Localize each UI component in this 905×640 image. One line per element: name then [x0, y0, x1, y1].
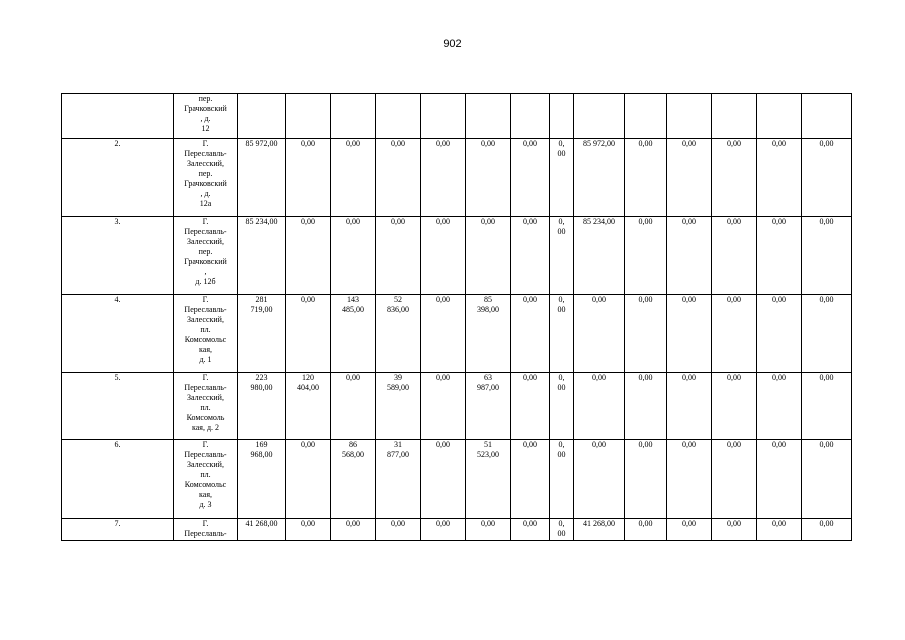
amount-cell: 0,00	[802, 373, 852, 440]
amount-total-cell	[574, 94, 625, 139]
amount-cell: 0,00	[625, 295, 667, 373]
amount-cell: 0,00	[667, 295, 712, 373]
amount-cell: 0,00	[757, 373, 802, 440]
amount-total-cell: 169 968,00	[238, 440, 286, 519]
amount-cell: 85 398,00	[466, 295, 511, 373]
amount-cell: 0,00	[667, 440, 712, 519]
amount-cell	[757, 94, 802, 139]
amount-total-cell: 0,00	[574, 440, 625, 519]
address-cell: Г. Переславль- Залесский, пер. Грачковский , д. 12а	[174, 139, 238, 217]
amount-cell	[667, 94, 712, 139]
amount-cell: 0,00	[376, 519, 421, 541]
amount-cell: 0,00	[802, 139, 852, 217]
amount-cell: 0,00	[421, 139, 466, 217]
table-row	[62, 519, 852, 541]
amount-cell: 143 485,00	[331, 295, 376, 373]
amount-cell	[712, 94, 757, 139]
amount-cell: 0,00	[802, 217, 852, 295]
amount-cell	[511, 94, 550, 139]
amount-cell: 0,00	[757, 139, 802, 217]
narrow-amount-cell: 0, 00	[550, 139, 574, 217]
amount-cell: 31 877,00	[376, 440, 421, 519]
amount-cell: 0,00	[757, 440, 802, 519]
table-row	[62, 94, 852, 139]
amount-total-cell: 41 268,00	[574, 519, 625, 541]
amount-cell: 0,00	[757, 295, 802, 373]
amount-cell	[802, 94, 852, 139]
amount-cell: 0,00	[625, 440, 667, 519]
amount-cell: 0,00	[511, 217, 550, 295]
amount-cell: 51 523,00	[466, 440, 511, 519]
address-cell: пер. Грачковский , д. 12	[174, 94, 238, 139]
amount-total-cell: 41 268,00	[238, 519, 286, 541]
amount-cell: 0,00	[421, 295, 466, 373]
amount-cell: 0,00	[466, 217, 511, 295]
amount-cell: 0,00	[376, 139, 421, 217]
amount-cell: 0,00	[511, 373, 550, 440]
amount-cell: 63 987,00	[466, 373, 511, 440]
amount-cell: 39 589,00	[376, 373, 421, 440]
amount-total-cell: 0,00	[574, 295, 625, 373]
amount-cell: 52 836,00	[376, 295, 421, 373]
amount-cell	[421, 94, 466, 139]
address-cell: Г. Переславль- Залесский, пер. Грачковский , д. 12б	[174, 217, 238, 295]
table-row	[62, 295, 852, 373]
amount-cell: 0,00	[757, 519, 802, 541]
address-cell: Г. Переславль- Залесский, пл. Комсомоль кая, д. 2	[174, 373, 238, 440]
amount-cell: 0,00	[466, 139, 511, 217]
amount-cell	[466, 94, 511, 139]
amount-cell: 0,00	[376, 217, 421, 295]
amount-cell: 0,00	[421, 217, 466, 295]
amount-cell: 0,00	[286, 217, 331, 295]
amount-cell: 0,00	[712, 217, 757, 295]
amount-cell: 0,00	[667, 519, 712, 541]
narrow-amount-cell: 0, 00	[550, 519, 574, 541]
amount-cell: 0,00	[625, 139, 667, 217]
amount-cell: 0,00	[331, 519, 376, 541]
amount-cell: 0,00	[625, 217, 667, 295]
narrow-amount-cell: 0, 00	[550, 217, 574, 295]
table-row	[62, 139, 852, 217]
amount-cell	[331, 94, 376, 139]
amount-cell: 0,00	[331, 217, 376, 295]
amount-cell: 0,00	[286, 139, 331, 217]
amount-cell: 0,00	[511, 295, 550, 373]
narrow-amount-cell: 0, 00	[550, 440, 574, 519]
amount-cell: 0,00	[286, 295, 331, 373]
row-number-cell: 7.	[62, 519, 174, 541]
amount-cell	[286, 94, 331, 139]
address-cell: Г. Переславль- Залесский, пл. Комсомольс кая, д. 1	[174, 295, 238, 373]
amount-cell: 0,00	[625, 519, 667, 541]
table-row	[62, 440, 852, 519]
narrow-amount-cell: 0, 00	[550, 295, 574, 373]
address-cell: Г. Переславль- Залесский, пл. Комсомольс кая, д. 3	[174, 440, 238, 519]
amount-cell: 120 404,00	[286, 373, 331, 440]
amount-cell: 0,00	[802, 440, 852, 519]
address-cell: Г. Переславль-	[174, 519, 238, 541]
amount-cell: 0,00	[286, 440, 331, 519]
narrow-amount-cell: 0, 00	[550, 373, 574, 440]
amount-cell: 0,00	[667, 373, 712, 440]
amount-cell: 0,00	[421, 373, 466, 440]
amount-cell: 0,00	[421, 440, 466, 519]
amount-cell: 0,00	[667, 217, 712, 295]
amount-cell: 0,00	[421, 519, 466, 541]
amount-total-cell: 223 980,00	[238, 373, 286, 440]
amount-cell: 0,00	[331, 373, 376, 440]
amount-total-cell: 281 719,00	[238, 295, 286, 373]
amount-total-cell: 85 972,00	[238, 139, 286, 217]
row-number-cell	[62, 94, 174, 139]
amount-cell: 0,00	[331, 139, 376, 217]
row-number-cell: 4.	[62, 295, 174, 373]
amount-total-cell	[238, 94, 286, 139]
amount-total-cell: 85 972,00	[574, 139, 625, 217]
amount-cell: 0,00	[712, 373, 757, 440]
amount-cell: 0,00	[712, 139, 757, 217]
amount-cell: 0,00	[712, 519, 757, 541]
amount-cell: 0,00	[667, 139, 712, 217]
table-row	[62, 217, 852, 295]
amount-cell: 0,00	[712, 295, 757, 373]
row-number-cell: 3.	[62, 217, 174, 295]
amount-cell: 0,00	[511, 440, 550, 519]
amount-cell	[625, 94, 667, 139]
amount-cell: 0,00	[712, 440, 757, 519]
row-number-cell: 6.	[62, 440, 174, 519]
amount-total-cell: 85 234,00	[238, 217, 286, 295]
table-row	[62, 373, 852, 440]
data-table	[61, 93, 852, 541]
amount-cell: 0,00	[625, 373, 667, 440]
amount-cell: 0,00	[802, 519, 852, 541]
amount-cell: 86 568,00	[331, 440, 376, 519]
amount-cell: 0,00	[757, 217, 802, 295]
amount-cell: 0,00	[286, 519, 331, 541]
row-number-cell: 2.	[62, 139, 174, 217]
row-number-cell: 5.	[62, 373, 174, 440]
narrow-amount-cell	[550, 94, 574, 139]
amount-cell: 0,00	[511, 139, 550, 217]
amount-total-cell: 0,00	[574, 373, 625, 440]
amount-cell	[376, 94, 421, 139]
page-number: 902	[443, 38, 462, 50]
amount-total-cell: 85 234,00	[574, 217, 625, 295]
amount-cell: 0,00	[466, 519, 511, 541]
amount-cell: 0,00	[802, 295, 852, 373]
amount-cell: 0,00	[511, 519, 550, 541]
